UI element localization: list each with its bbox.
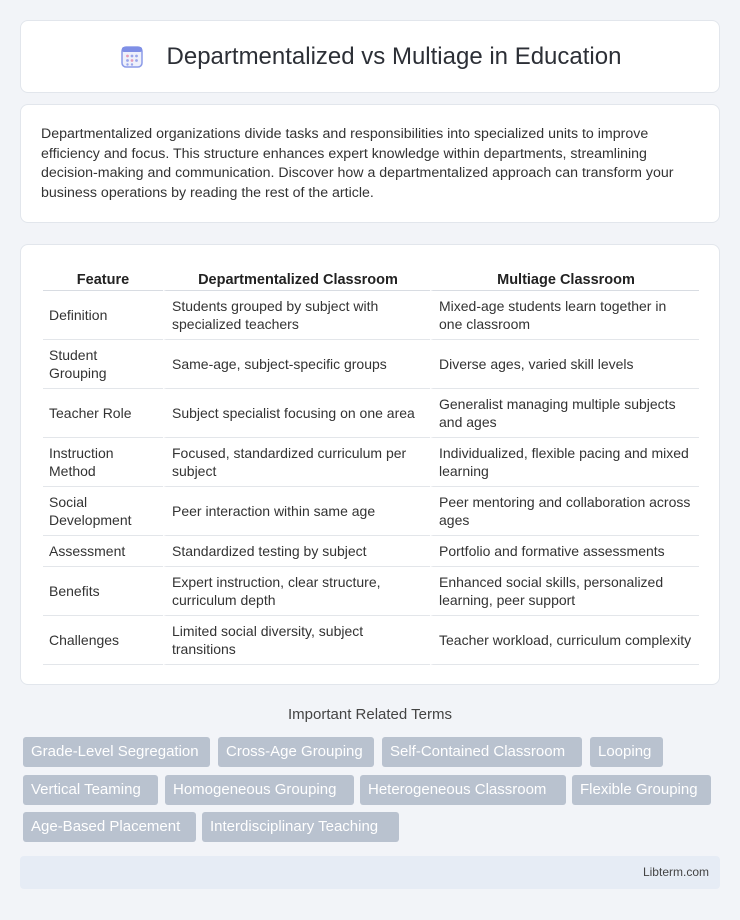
row-multiage: Generalist managing multiple subjects and ages (430, 389, 699, 438)
row-feature: Assessment (43, 536, 163, 567)
table-row (43, 487, 699, 536)
table-row (43, 340, 699, 389)
tag-cross-age-grouping[interactable]: Cross-Age Grouping (218, 737, 374, 767)
tag-self-contained-classroom[interactable]: Self-Contained Classroom (382, 737, 582, 767)
page-title: Departmentalized vs Multiage in Education (166, 42, 622, 70)
table-row (43, 389, 699, 438)
table-row (43, 567, 699, 616)
intro-card (20, 104, 720, 223)
tag-vertical-teaming[interactable]: Vertical Teaming (23, 775, 158, 805)
row-feature: Definition (43, 291, 163, 340)
row-departmentalized: Peer interaction within same age (163, 487, 430, 536)
row-feature: Social Development (43, 487, 163, 536)
row-departmentalized: Same-age, subject-specific groups (163, 340, 430, 389)
header-feature: Feature (43, 265, 163, 291)
row-multiage: Teacher workload, curriculum complexity (430, 616, 699, 665)
row-multiage: Portfolio and formative assessments (430, 536, 699, 567)
row-departmentalized: Standardized testing by subject (163, 536, 430, 567)
footer (20, 856, 720, 889)
related-terms-title: Important Related Terms (288, 706, 452, 723)
tag-interdisciplinary-teaching[interactable]: Interdisciplinary Teaching (202, 812, 399, 842)
row-feature: Benefits (43, 567, 163, 616)
row-multiage: Peer mentoring and collaboration across ages (430, 487, 699, 536)
tag-flexible-grouping[interactable]: Flexible Grouping (572, 775, 711, 805)
row-feature: Instruction Method (43, 438, 163, 487)
tag-heterogeneous-classroom[interactable]: Heterogeneous Classroom (360, 775, 566, 805)
row-multiage: Individualized, flexible pacing and mixed learning (430, 438, 699, 487)
tag-homogeneous-grouping[interactable]: Homogeneous Grouping (165, 775, 354, 805)
table-row (43, 291, 699, 340)
row-multiage: Mixed-age students learn together in one classroom (430, 291, 699, 340)
row-feature: Challenges (43, 616, 163, 665)
header-departmentalized: Departmentalized Classroom (163, 265, 430, 291)
table-row (43, 438, 699, 487)
header-card (20, 20, 720, 93)
tag-grade-level-segregation[interactable]: Grade-Level Segregation (23, 737, 210, 767)
comparison-table-card (20, 244, 720, 685)
row-feature: Teacher Role (43, 389, 163, 438)
row-departmentalized: Focused, standardized curriculum per subject (163, 438, 430, 487)
table-row (43, 536, 699, 567)
row-departmentalized: Expert instruction, clear structure, curriculum depth (163, 567, 430, 616)
tag-age-based-placement[interactable]: Age-Based Placement (23, 812, 196, 842)
header-multiage: Multiage Classroom (430, 265, 699, 291)
intro-text: Departmentalized organizations divide tasks and responsibilities into specialized units to improve efficiency and focus. This structure enhances expert knowledge within departments, streamlining decision-making and communication. Discover how a departmentalized approach can transform your business operations by reading the rest of the article. (41, 126, 674, 201)
row-feature: Student Grouping (43, 340, 163, 389)
table-header-row (43, 265, 699, 291)
row-multiage: Enhanced social skills, personalized learning, peer support (430, 567, 699, 616)
table-row (43, 616, 699, 665)
tag-looping[interactable]: Looping (590, 737, 663, 767)
comparison-table (43, 265, 699, 665)
row-departmentalized: Subject specialist focusing on one area (163, 389, 430, 438)
calendar-grid-icon (119, 44, 145, 70)
footer-link[interactable]: Libterm.com (642, 865, 709, 879)
row-multiage: Diverse ages, varied skill levels (430, 340, 699, 389)
row-departmentalized: Students grouped by subject with specialized teachers (163, 291, 430, 340)
row-departmentalized: Limited social diversity, subject transitions (163, 616, 430, 665)
